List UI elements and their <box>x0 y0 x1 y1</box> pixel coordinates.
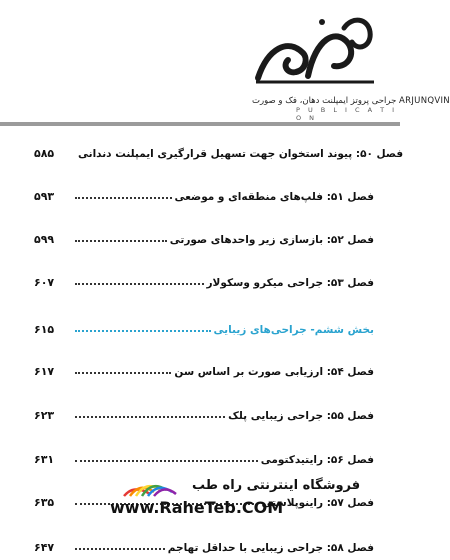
toc-page-number: ۵۸۵ <box>34 147 55 160</box>
toc-row[interactable] <box>34 226 374 246</box>
publisher-logo <box>248 8 378 96</box>
dot-leader <box>75 372 171 374</box>
toc-entry-title: فصل ۵۴: ارزیابی صورت بر اساس سن <box>174 366 374 378</box>
toc-page-number: ۵۹۹ <box>34 233 55 246</box>
toc-section-row[interactable] <box>34 316 374 336</box>
toc-page-number: ۶۳۱ <box>34 453 55 466</box>
toc-row[interactable] <box>34 140 404 160</box>
dot-leader <box>75 240 167 242</box>
dot-leader <box>75 197 172 199</box>
toc-page-number: ۶۳۵ <box>34 496 55 509</box>
dot-leader <box>75 416 225 418</box>
toc-entry-title: فصل ۵۱: فلپ‌های منطقه‌ای و موضعی <box>174 191 374 203</box>
site-watermark <box>100 474 400 560</box>
toc-row[interactable] <box>34 358 374 378</box>
toc-entry-title: فصل ۵۲: بازسازی زیر واحدهای صورتی <box>169 234 374 246</box>
watermark-text: فروشگاه اینترنتی راه طب <box>192 478 361 493</box>
toc-page-number: ۵۹۳ <box>34 190 55 203</box>
toc-entry-title: فصل ۵۳: جراحی میکرو وسکولار <box>206 277 374 289</box>
toc-entry-title: فصل ۵۶: رایتیدکتومی <box>260 454 374 466</box>
toc-page-number: ۶۲۳ <box>34 409 55 422</box>
toc-entry-title: فصل ۵۰: پیوند استخوان جهت تسهیل قرارگیری ایمپلنت دندانی <box>78 148 404 160</box>
toc-row[interactable] <box>34 402 374 422</box>
toc-entry-title: فصل ۵۷: راینوپلاستی <box>261 497 374 509</box>
toc-row[interactable] <box>34 269 374 289</box>
toc-section-title: بخش ششم- جراحی‌های زیبایی <box>213 324 374 336</box>
toc-entry-title: فصل ۵۸: جراحی زیبایی با حداقل تهاجم <box>167 542 374 554</box>
watermark-url[interactable]: www.RaheTeb.COM <box>110 498 284 517</box>
toc-entry-title: فصل ۵۵: جراحی زیبایی پلک <box>228 410 374 422</box>
page-header <box>0 0 450 122</box>
brand-line: جراحی پروتز ایمپلنت دهان، فک و صورت ARJUNQVIN <box>252 96 450 106</box>
publication-label: P U B L I C A T I O N <box>296 106 398 122</box>
toc-page-number: ۶۱۷ <box>34 365 55 378</box>
toc-row[interactable] <box>34 446 374 466</box>
toc-page-number: ۶۰۷ <box>34 276 55 289</box>
books-icon <box>122 478 178 500</box>
dot-leader <box>75 283 204 285</box>
dot-leader <box>75 460 258 462</box>
toc-row[interactable] <box>34 183 374 203</box>
dot-leader <box>75 330 211 332</box>
toc-page-number: ۶۱۵ <box>34 323 55 336</box>
toc-page-number: ۶۴۷ <box>34 541 55 554</box>
